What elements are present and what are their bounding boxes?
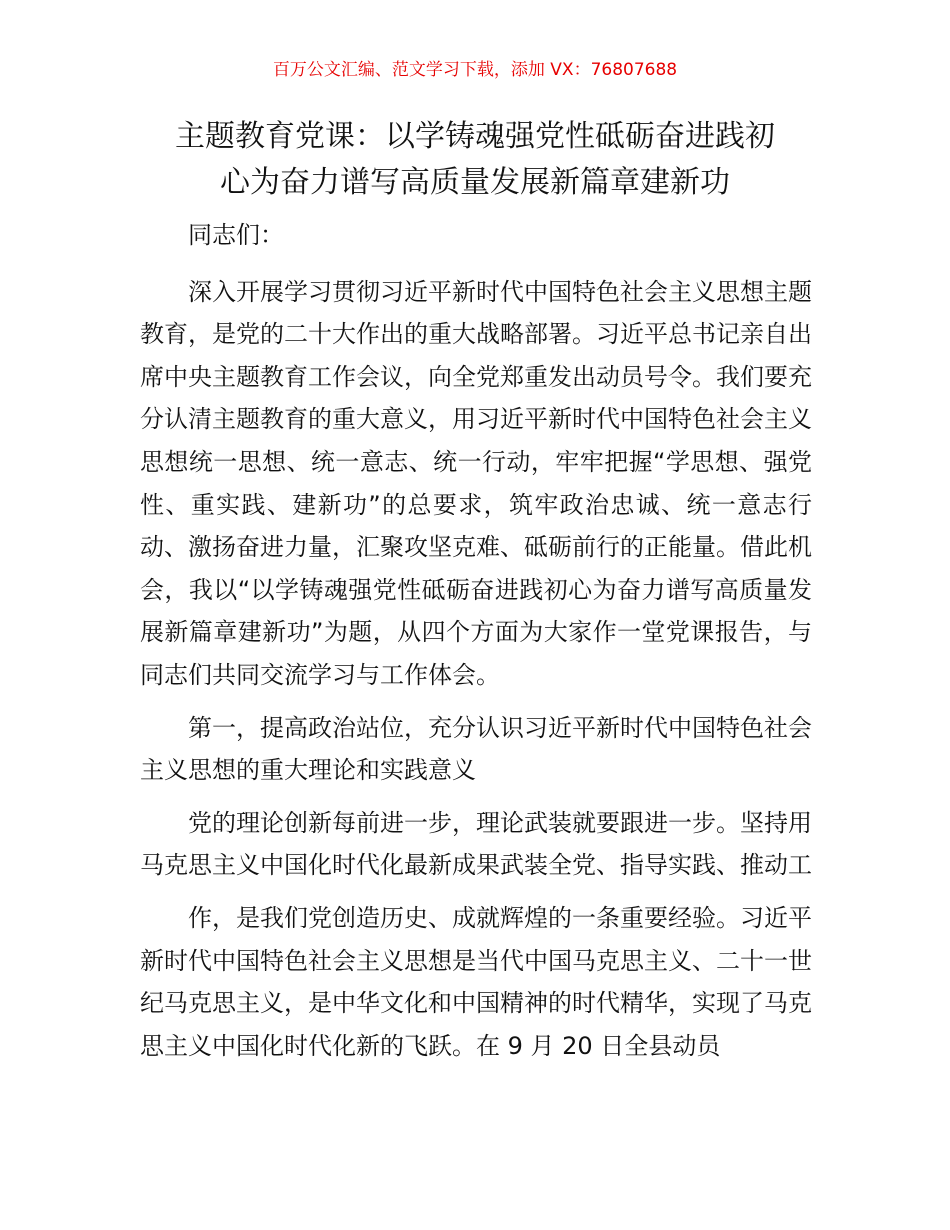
document-title (140, 114, 810, 206)
paragraph-intro: 深入开展学习贯彻习近平新时代中国特色社会主义思想主题教育，是党的二十大作出的重大战略部署。习近平总书记亲自出席中央主题教育工作会议，向全党郑重发出动员号令。我们要充分认清主题教育的重大意义，用习近平新时代中国特色社会主义思想统一思想、统一意志、统一行动，牢牢把握“学思想、强党性、重实践、建新功”的总要求，筑牢政治忠诚、统一意志行动、激扬奋进力量，汇聚攻坚克难、砥砺前行的正能量。借此机会，我以“以学铸魂强党性砥砺奋进践初心为奋力谱写高质量发展新篇章建新功”为题，从四个方面为大家作一堂党课报告，与同志们共同交流学习与工作体会。 (140, 277, 812, 689)
greeting: 同志们： (188, 221, 284, 249)
section-heading-1: 第一，提高政治站位，充分认识习近平新时代中国特色社会主义思想的重大理论和实践意义 (140, 713, 812, 785)
document-body (140, 214, 812, 1077)
paragraph-continuation: 作，是我们党创造历史、成就辉煌的一条重要经验。习近平新时代中国特色社会主义思想是当代中国马克思主义、二十一世纪马克思主义，是中华文化和中国精神的时代精华，实现了马克思主义中国化时代化新的飞跃。在 9 月 20 日全县动员 (140, 903, 812, 1060)
title-line-1: 主题教育党课：以学铸魂强党性砥砺奋进践初 (175, 119, 775, 154)
header-note: 百万公文汇编、范文学习下载，添加 VX：76807688 (272, 60, 678, 80)
title-line-2: 心为奋力谱写高质量发展新篇章建新功 (220, 165, 730, 200)
paragraph-theory: 党的理论创新每前进一步，理论武装就要跟进一步。坚持用马克思主义中国化时代化最新成果武装全党、指导实践、推动工 (140, 808, 812, 880)
